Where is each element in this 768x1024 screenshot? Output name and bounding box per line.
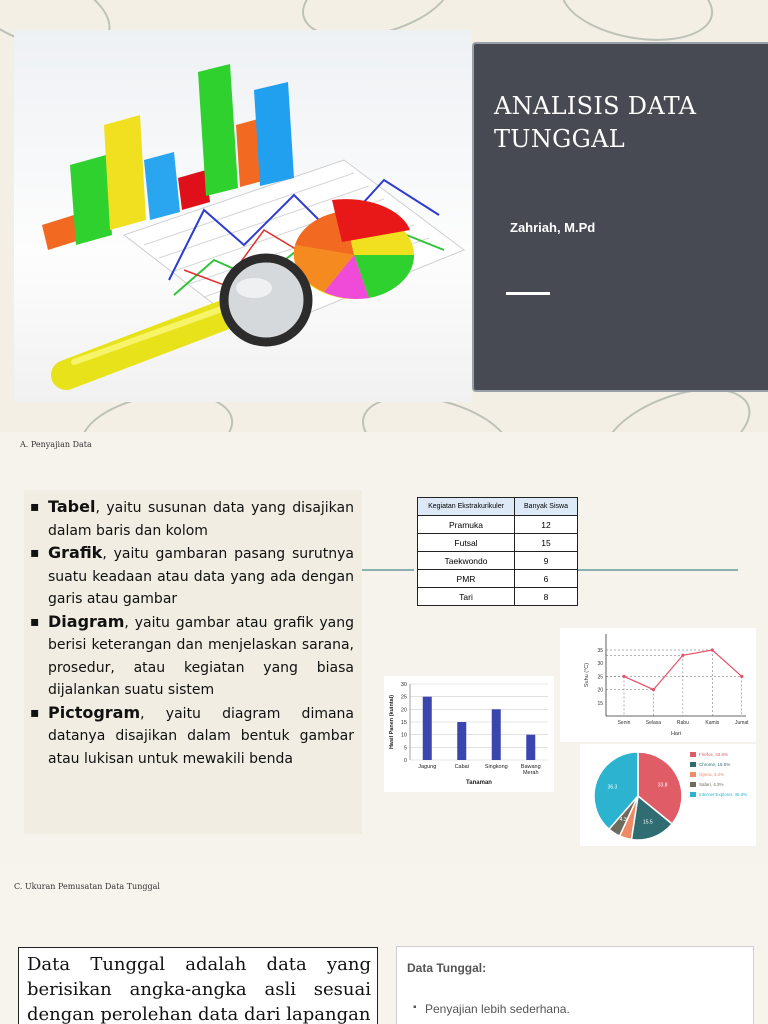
table-row	[418, 552, 578, 570]
slice-label: 15.5	[642, 819, 653, 826]
y-tick-label: 30	[400, 682, 407, 688]
legend-label: Internet Explorer, 36.3%	[699, 792, 748, 797]
table-cell: 8	[515, 588, 578, 606]
legend-label: Chrome, 15.5%	[699, 762, 731, 767]
table-cell: Futsal	[418, 534, 515, 552]
y-axis-label: Suhu (°C)	[584, 662, 590, 688]
x-tick-label: Merah	[522, 770, 539, 776]
table-cell: 9	[515, 552, 578, 570]
y-tick-label: 30	[597, 661, 603, 668]
y-tick-label: 0	[403, 758, 407, 764]
title-divider	[506, 292, 550, 295]
x-tick-label: Jagung	[418, 764, 437, 770]
x-tick-label: Rabu	[676, 720, 689, 726]
definition-text: , yaitu diagram dimana datanya disajikan dalam bentuk gambar atau lukisan untuk mewakili benda	[48, 705, 354, 767]
definition-item	[48, 542, 354, 611]
y-tick-label: 25	[400, 694, 407, 701]
data-point	[711, 648, 714, 651]
bar-chart-container	[384, 676, 554, 792]
definition-text: , yaitu gambaran pasang surutnya suatu keadaan atau data yang ada dengan garis atau gambar	[48, 546, 354, 607]
table-header: Banyak Siswa	[515, 498, 578, 516]
slice-label: 33.8	[657, 782, 668, 789]
card-title: Data Tunggal:	[407, 961, 487, 975]
pie-chart	[580, 744, 756, 846]
bar	[423, 697, 432, 760]
x-tick-label: Cabai	[454, 764, 469, 770]
legend-label: Opera, 4.2%	[699, 772, 725, 777]
x-tick-label: Singkong	[484, 764, 508, 770]
slice-label: 36.3	[607, 784, 618, 791]
central-tendency-slide	[0, 864, 768, 1024]
slice-label: 4.3	[619, 816, 627, 823]
card-list-item: ▪ Penyajian lebih sederhana.	[425, 1002, 570, 1016]
x-axis-label: Tanaman	[466, 780, 492, 786]
y-tick-label: 20	[597, 687, 603, 694]
table-cell: Tari	[418, 588, 515, 606]
legend-swatch	[690, 782, 696, 787]
y-tick-label: 20	[400, 707, 407, 714]
definition-text: , yaitu susunan data yang disajikan dalam baris dan kolom	[48, 500, 354, 539]
table-row	[418, 516, 578, 534]
definition-item	[48, 611, 354, 702]
table-row	[418, 534, 578, 552]
charts-magnifier-illustration	[14, 30, 472, 402]
bar	[526, 735, 535, 760]
table-row	[418, 570, 578, 588]
table-cell: PMR	[418, 570, 515, 588]
bar-chart	[384, 676, 554, 792]
legend-swatch	[690, 772, 696, 777]
legend-swatch	[690, 752, 696, 757]
definition-item	[48, 702, 354, 771]
bar	[492, 709, 501, 760]
table-cell: 15	[515, 534, 578, 552]
x-tick-label: Kamis	[705, 720, 720, 726]
data-point	[681, 654, 684, 657]
y-tick-label: 10	[400, 732, 407, 739]
line-chart-container	[560, 628, 756, 742]
definition-text: , yaitu gambar atau grafik yang berisi keterangan dan menjelaskan sarana, prosedur, atau kegiatan yang biasa dijalankan suatu sistem	[48, 614, 354, 698]
author-name: Zahriah, M.Pd	[510, 220, 596, 235]
y-tick-label: 15	[597, 700, 603, 707]
definition-term: Grafik	[48, 543, 103, 562]
extracurricular-table	[417, 497, 578, 606]
slide-title: ANALISIS DATA TUNGGAL	[494, 92, 697, 153]
data-point	[652, 688, 655, 691]
y-tick-label: 25	[597, 674, 603, 681]
legend-label: Firefox, 33.8%	[699, 752, 729, 757]
x-axis-label: Hari	[670, 731, 682, 737]
data-definition-box: Data Tunggal adalah data yang berisikan angka-angka asli sesuai dengan perolehan data dari lapangan	[18, 947, 378, 1024]
legend-swatch	[690, 792, 696, 797]
table-header-row	[418, 498, 578, 516]
connector-line	[578, 569, 738, 571]
section-title: C. Ukuran Pemusatan Data Tunggal	[14, 882, 160, 891]
section-title: A. Penyajian Data	[20, 440, 92, 449]
table-cell: Pramuka	[418, 516, 515, 534]
table-row	[418, 588, 578, 606]
legend-label: Safari, 4.3%	[699, 782, 724, 787]
line-chart	[560, 628, 756, 742]
y-tick-label: 35	[597, 648, 603, 654]
table-cell: Taekwondo	[418, 552, 515, 570]
definition-term: Tabel	[48, 497, 96, 516]
connector-line	[362, 569, 414, 571]
table-cell: 12	[515, 516, 578, 534]
bar	[457, 722, 466, 760]
table-cell: 6	[515, 570, 578, 588]
data-point	[740, 675, 743, 678]
illustration-svg	[14, 30, 472, 402]
x-tick-label: Senin	[617, 720, 631, 726]
table-header: Kegiatan Ekstrakurikuler	[418, 498, 515, 516]
x-tick-label: Bawang	[520, 764, 541, 770]
y-axis-label: Hasil Panen (kuintal)	[389, 694, 395, 750]
y-tick-label: 5	[403, 745, 407, 752]
title-slide	[0, 0, 768, 432]
definitions-box	[24, 490, 362, 834]
pie-chart-container	[580, 744, 756, 846]
data-tunggal-card	[396, 946, 754, 1024]
definition-term: Diagram	[48, 611, 125, 631]
title-panel	[472, 42, 768, 392]
definition-item	[48, 496, 354, 542]
x-tick-label: Jumat	[734, 720, 749, 726]
data-point	[622, 675, 625, 678]
data-presentation-slide	[0, 432, 768, 864]
definition-term: Pictogram	[48, 702, 141, 722]
legend-swatch	[690, 762, 696, 767]
x-tick-label: Selasa	[645, 720, 662, 726]
y-tick-label: 15	[400, 720, 407, 726]
